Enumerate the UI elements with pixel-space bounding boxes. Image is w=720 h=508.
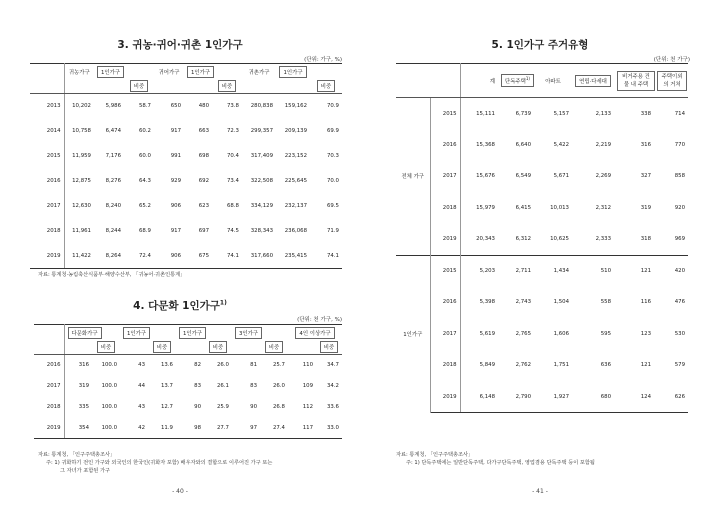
table-cell: 235,415 <box>276 244 310 269</box>
table-cell: 920 <box>674 204 685 211</box>
table-cell: 10,758 <box>72 128 91 134</box>
table-cell: 327 <box>640 173 651 180</box>
table-cell: 1,751 <box>553 362 569 369</box>
table-cell: 109 <box>302 383 313 389</box>
table-cell: 5,849 <box>479 362 495 369</box>
table-cell: 8,264 <box>94 244 124 269</box>
table-cell: 626 <box>654 381 688 413</box>
table-cell: 25.9 <box>216 404 229 410</box>
table-row <box>396 161 688 193</box>
table3-title: 3. 귀농·귀어·귀촌 1인가구 <box>117 39 243 51</box>
table-cell: 97 <box>232 418 260 439</box>
t4-h-share3: 비중 <box>265 341 283 353</box>
table-cell: 20,343 <box>476 236 495 242</box>
table-cell: 225,645 <box>284 178 307 184</box>
t3-h-fish-single: 1인가구 <box>187 66 214 78</box>
table-cell: 906 <box>170 203 181 209</box>
table-cell: 8,240 <box>105 203 121 209</box>
table-cell: 42 <box>120 418 148 439</box>
table-row <box>34 418 342 439</box>
t3-h-farm-share: 비중 <box>130 80 148 92</box>
table4-note2: 그 자녀가 포함된 가구 <box>60 468 111 474</box>
table-cell: 26.8 <box>272 404 285 410</box>
table-cell: 34.7 <box>326 362 339 369</box>
table5-unit: (단위: 천 가구) <box>653 57 690 63</box>
table-cell: 5,671 <box>553 173 569 180</box>
table-cell: 299,357 <box>250 128 273 134</box>
table-cell: 6,739 <box>515 110 531 117</box>
table-cell: 33.6 <box>326 404 339 410</box>
row-year: 2017 <box>430 161 460 193</box>
table-cell: 74.1 <box>212 244 242 269</box>
t4-h-three: 3인가구 <box>235 327 262 339</box>
table-cell: 10,013 <box>550 204 569 211</box>
table-cell: 636 <box>600 362 611 369</box>
table-cell: 595 <box>600 330 611 337</box>
table-cell: 11,422 <box>64 244 94 269</box>
table-cell: 43 <box>138 362 145 369</box>
table-cell: 68.9 <box>138 228 151 234</box>
table-cell: 13.6 <box>160 362 173 369</box>
table-cell: 74.5 <box>226 228 239 234</box>
table-cell: 70.0 <box>326 178 339 184</box>
table-cell: 72.4 <box>124 244 154 269</box>
table-row <box>30 194 342 219</box>
table-cell: 579 <box>674 362 685 369</box>
table-cell: 6,148 <box>460 381 498 413</box>
table-cell: 770 <box>674 141 685 148</box>
table-cell: 2,312 <box>595 204 611 211</box>
table-cell: 906 <box>154 244 184 269</box>
table-cell: 1,927 <box>534 381 572 413</box>
table-cell: 692 <box>198 178 209 184</box>
table-cell: 338 <box>640 110 651 117</box>
table-cell: 15,111 <box>476 110 495 117</box>
table-cell: 12.7 <box>160 404 173 410</box>
t4-h-multicultural: 다문화가구 <box>68 327 102 339</box>
table-cell: 236,068 <box>284 228 307 234</box>
table-cell: 90 <box>250 404 257 410</box>
table-cell: 5,619 <box>479 330 495 337</box>
t3-h-fish-households: 귀어가구 <box>154 64 184 80</box>
table-cell: 15,979 <box>476 204 495 211</box>
table-cell: 316 <box>78 362 89 369</box>
row-year: 2018 <box>430 192 460 224</box>
row-year: 2015 <box>30 144 64 169</box>
table-cell: 121 <box>640 362 651 369</box>
table-cell: 8,244 <box>105 228 121 234</box>
table3 <box>30 63 342 269</box>
t5-h-detached: 단독주택$^{1)}$ <box>501 74 534 87</box>
table-cell: 90 <box>194 404 201 410</box>
row-year: 2015 <box>430 98 460 130</box>
t3-h-farm-single: 1인가구 <box>97 66 124 78</box>
table-row <box>34 355 342 376</box>
table-cell: 65.2 <box>138 203 151 209</box>
table-cell: 675 <box>184 244 212 269</box>
row-year: 2019 <box>34 418 64 439</box>
table4 <box>34 324 342 439</box>
table-cell: 354 <box>64 418 92 439</box>
t4-h-single1: 1인가구 <box>123 327 150 339</box>
table-cell: 34.2 <box>326 383 339 389</box>
table-cell: 714 <box>674 110 685 117</box>
table-cell: 2,711 <box>498 255 534 287</box>
table-cell: 73.4 <box>226 178 239 184</box>
t4-h-share1: 비중 <box>153 341 171 353</box>
table-cell: 98 <box>176 418 204 439</box>
table-cell: 5,986 <box>105 103 121 110</box>
table-cell: 69.9 <box>326 128 339 134</box>
table-row <box>396 255 688 287</box>
t4-h-single2: 1인가구 <box>179 327 206 339</box>
page-number-right: - 41 - <box>532 488 548 495</box>
table-row <box>396 287 688 319</box>
row-year: 2016 <box>430 129 460 161</box>
table-cell: 60.2 <box>138 128 151 134</box>
table-cell: 74.1 <box>310 244 342 269</box>
row-year: 2013 <box>30 94 64 119</box>
table-cell: 43 <box>138 404 145 410</box>
table-row <box>30 219 342 244</box>
table-cell: 1,606 <box>553 330 569 337</box>
table-cell: 929 <box>170 178 181 184</box>
t3-h-fish-share: 비중 <box>218 80 236 92</box>
table-cell: 2,762 <box>515 362 531 369</box>
table-cell: 11,961 <box>72 228 91 234</box>
t5-h-other-dwelling: 주택이외의 거처 <box>657 71 687 91</box>
table-cell: 15,368 <box>476 141 495 148</box>
row-year: 2017 <box>430 318 460 350</box>
table-cell: 209,139 <box>284 128 307 134</box>
t4-h-share2: 비중 <box>209 341 227 353</box>
table4-title: 4. 다문화 1인가구$^{1)}$ <box>133 299 227 312</box>
table-cell: 12,875 <box>72 178 91 184</box>
table-cell: 159,162 <box>284 103 307 110</box>
table3-source: 자료: 통계청·농림축산식품부·해양수산부, 「귀농어·귀촌인통계」 <box>38 272 186 278</box>
table-row <box>396 381 688 413</box>
table-cell: 558 <box>600 299 611 306</box>
table-cell: 10,625 <box>550 236 569 242</box>
table-row <box>396 318 688 350</box>
table-cell: 100.0 <box>92 418 120 439</box>
table-row <box>30 169 342 194</box>
table-cell: 335 <box>78 404 89 410</box>
table-cell: 112 <box>302 404 313 410</box>
table-cell: 82 <box>194 362 201 369</box>
t3-h-rural-households: 귀촌가구 <box>242 64 276 80</box>
table-cell: 663 <box>198 128 209 134</box>
table-cell: 1,504 <box>553 299 569 306</box>
table-cell: 318 <box>640 236 651 242</box>
table-cell: 280,838 <box>250 103 273 110</box>
table-cell: 116 <box>640 299 651 306</box>
row-year: 2016 <box>430 287 460 319</box>
table-row <box>30 244 342 269</box>
table-cell: 530 <box>674 330 685 337</box>
table-cell: 26.1 <box>216 383 229 389</box>
table-cell: 73.8 <box>226 103 239 110</box>
table4-unit: (단위: 천 가구, %) <box>297 317 342 323</box>
table-row <box>396 224 688 256</box>
row-year: 2016 <box>30 169 64 194</box>
table-cell: 6,312 <box>515 236 531 242</box>
group-label: 1인가구 <box>396 255 430 413</box>
row-year: 2018 <box>30 219 64 244</box>
table-cell: 44 <box>138 383 145 389</box>
table-cell: 476 <box>674 299 685 306</box>
table5-title: 5. 1인가구 주거유형 <box>491 39 589 51</box>
table-cell: 100.0 <box>101 383 117 389</box>
table4-source: 자료: 통계청, 「인구주택총조사」 <box>38 452 116 458</box>
table-cell: 64.3 <box>138 178 151 184</box>
table-cell: 917 <box>170 228 181 234</box>
table-row <box>30 144 342 169</box>
table-row <box>30 119 342 144</box>
table-cell: 110 <box>302 362 313 369</box>
table-cell: 334,129 <box>250 203 273 209</box>
table-cell: 81 <box>250 362 257 369</box>
table3-unit: (단위: 가구, %) <box>304 57 342 63</box>
table-cell: 232,137 <box>284 203 307 209</box>
t5-h-nonresidential: 비거주용 건물 내 주택 <box>617 71 655 91</box>
table-cell: 11.9 <box>148 418 176 439</box>
table-cell: 698 <box>198 153 209 159</box>
row-year: 2019 <box>30 244 64 269</box>
row-year: 2019 <box>430 224 460 256</box>
table-cell: 2,333 <box>595 236 611 242</box>
table-cell: 480 <box>198 103 209 110</box>
table-cell: 2,790 <box>498 381 534 413</box>
table-cell: 6,549 <box>515 173 531 180</box>
table-cell: 322,508 <box>250 178 273 184</box>
table-cell: 510 <box>572 255 614 287</box>
table-cell: 27.4 <box>260 418 288 439</box>
table-cell: 68.8 <box>226 203 239 209</box>
t3-h-rural-single: 1인가구 <box>279 66 306 78</box>
table-cell: 13.7 <box>160 383 173 389</box>
table-cell: 83 <box>250 383 257 389</box>
table-cell: 2,765 <box>515 330 531 337</box>
t3-h-farm-households: 귀농가구 <box>64 64 94 80</box>
table-cell: 83 <box>194 383 201 389</box>
table-cell: 8,276 <box>105 178 121 184</box>
row-year: 2018 <box>430 350 460 382</box>
table-cell: 100.0 <box>101 404 117 410</box>
table-cell: 100.0 <box>101 362 117 369</box>
table-cell: 6,640 <box>515 141 531 148</box>
table-cell: 316 <box>640 141 651 148</box>
t5-h-apartment: 아파트 <box>534 64 572 98</box>
table-cell: 60.0 <box>138 153 151 159</box>
table4-note1: 주: 1) 귀화하기 전인 가구와 외국인의 한국인(귀화자 포함) 배우자와의 결합으로 이루어진 가구 또는 <box>46 460 273 466</box>
table-cell: 26.0 <box>272 383 285 389</box>
table-cell: 7,176 <box>105 153 121 159</box>
table-row <box>34 397 342 418</box>
table-cell: 317,660 <box>242 244 276 269</box>
table-cell: 1,434 <box>534 255 572 287</box>
table-cell: 2,133 <box>595 110 611 117</box>
table-cell: 11,959 <box>72 153 91 159</box>
table-cell: 5,398 <box>479 299 495 306</box>
row-year: 2014 <box>30 119 64 144</box>
table-cell: 6,474 <box>105 128 121 134</box>
table-cell: 27.7 <box>204 418 232 439</box>
table-cell: 420 <box>654 255 688 287</box>
t4-h-share4: 비중 <box>320 341 338 353</box>
table-cell: 5,157 <box>553 110 569 117</box>
table-cell: 58.7 <box>138 103 151 110</box>
table-cell: 969 <box>674 236 685 242</box>
table-cell: 2,743 <box>515 299 531 306</box>
table-cell: 71.9 <box>326 228 339 234</box>
table-cell: 15,676 <box>476 173 495 180</box>
table-cell: 319 <box>640 204 651 211</box>
table-row <box>396 192 688 224</box>
table-cell: 70.9 <box>326 103 339 110</box>
table-cell: 917 <box>170 128 181 134</box>
right-page <box>360 0 720 508</box>
t5-h-rowhouse: 연립·다세대 <box>575 75 611 87</box>
t4-h-four-plus: 4인 이상가구 <box>295 327 334 339</box>
table-cell: 72.3 <box>226 128 239 134</box>
table5-source: 자료: 통계청, 「인구주택총조사」 <box>396 452 474 458</box>
table-cell: 25.7 <box>272 362 285 369</box>
table-cell: 319 <box>78 383 89 389</box>
table-cell: 123 <box>640 330 651 337</box>
row-year: 2019 <box>430 381 460 413</box>
table-cell: 70.4 <box>226 153 239 159</box>
row-year: 2018 <box>34 397 64 418</box>
table-cell: 317,409 <box>250 153 273 159</box>
table-cell: 12,630 <box>72 203 91 209</box>
table-cell: 5,422 <box>553 141 569 148</box>
table-cell: 697 <box>198 228 209 234</box>
table-cell: 2,269 <box>595 173 611 180</box>
table-row <box>396 98 688 130</box>
table-cell: 680 <box>572 381 614 413</box>
page-number-left: - 40 - <box>172 488 188 495</box>
table-row <box>396 129 688 161</box>
table-cell: 124 <box>614 381 654 413</box>
table-cell: 6,415 <box>515 204 531 211</box>
table-cell: 223,152 <box>284 153 307 159</box>
table-cell: 117 <box>288 418 316 439</box>
group-label: 전체 가구 <box>396 98 430 256</box>
table-cell: 26.0 <box>216 362 229 369</box>
table-cell: 69.5 <box>326 203 339 209</box>
table-row <box>30 94 342 119</box>
t3-h-rural-share: 비중 <box>317 80 335 92</box>
t4-h-share0: 비중 <box>97 341 115 353</box>
table-cell: 328,343 <box>250 228 273 234</box>
table-cell: 121 <box>614 255 654 287</box>
table-cell: 70.3 <box>326 153 339 159</box>
table-cell: 623 <box>198 203 209 209</box>
table-row <box>34 376 342 397</box>
table-cell: 5,203 <box>460 255 498 287</box>
t5-h-total: 계 <box>460 64 498 98</box>
row-year: 2017 <box>30 194 64 219</box>
table-cell: 650 <box>170 103 181 110</box>
row-year: 2017 <box>34 376 64 397</box>
row-year: 2015 <box>430 255 460 287</box>
table5-note: 주: 1) 단독주택에는 일반단독주택, 다가구단독주택, 영업겸용 단독주택 등이 포함됨 <box>406 460 595 466</box>
table5 <box>396 63 688 413</box>
table-cell: 991 <box>170 153 181 159</box>
table-cell: 10,202 <box>72 103 91 110</box>
row-year: 2016 <box>34 355 64 376</box>
table-cell: 33.0 <box>316 418 342 439</box>
table-cell: 858 <box>674 173 685 180</box>
table-cell: 2,219 <box>595 141 611 148</box>
table-row <box>396 350 688 382</box>
